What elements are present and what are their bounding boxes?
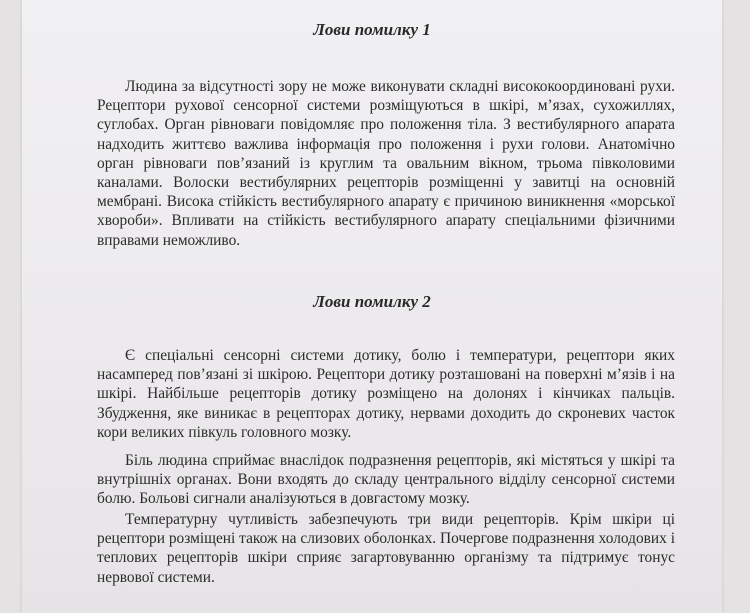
section-1-paragraph: Людина за відсутності зору не може виконувати складні висококоординовані рухи. Рецептори рухової сенсорної системи розміщуються в шкірі, м’язах, сухожиллях, суглобах. Орган рівноваги повідомляє про положення тіла. З вестибулярного апарата надходить життєво важлива інформація про положення і рухи голови. Анатомічно орган рівноваги пов’язаний із круглим та овальним вікном, трьома півколовими каналами. Волоски вестибулярних рецепторів розміщенні у завитці на основній мембрані. Висока стійкість вестибулярного апарату є причиною виникнення «морської хвороби». Впливати на стійкість вестибулярного апарату спеціальними фізичними вправами неможливо. [97, 78, 675, 249]
section-2-paragraph-temperature: Температурну чутливість забезпечують три види рецепторів. Крім шкіри ці рецептори розміщені також на слизових оболонках. Почергове подразнення холодових і теплових рецепторів шкіри сприяє загартовуванню організму та підтримує тонус нервової системи. [97, 511, 675, 586]
section-2-paragraph-pain: Біль людина сприймає внаслідок подразнення рецепторів, які містяться у шкірі та внутрішніх органах. Вони входять до складу центрального відділу сенсорної системи болю. Больові сигнали аналізуються в довгастому мозку. [97, 452, 675, 508]
section-2-title: Лови помилку 2 [313, 292, 431, 311]
section-1-title: Лови помилку 1 [313, 20, 431, 39]
document-page [22, 0, 722, 613]
section-2-paragraph-touch: Є спеціальні сенсорні системи дотику, болю і температури, рецептори яких насамперед пов’язані зі шкірою. Рецептори дотику розташовані на поверхні м’язів і на шкірі. Найбільше рецепторів дотику розміщено на долонях і кінчиках пальців. Збудження, яке виникає в рецепторах дотику, нервами доходить до скроневих часток кори великих півкуль головного мозку. [97, 347, 675, 441]
